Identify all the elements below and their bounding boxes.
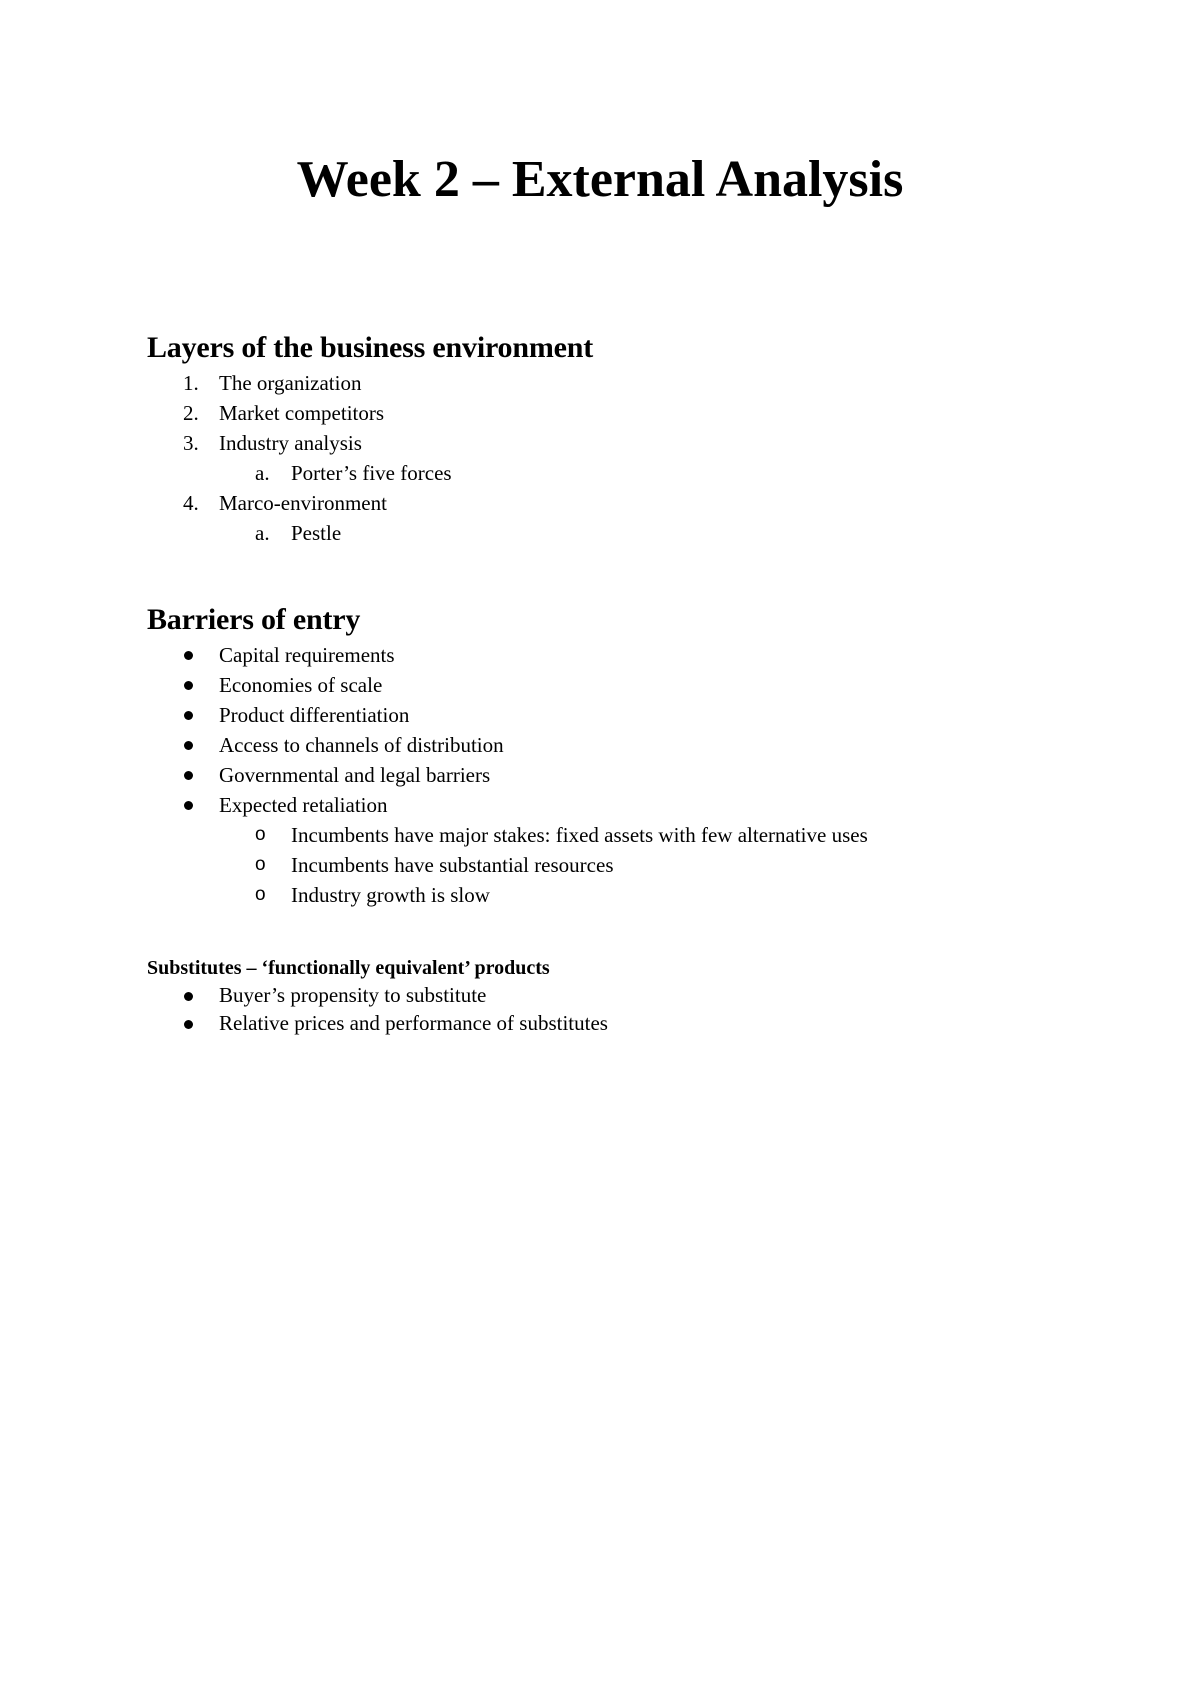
bullet-icon xyxy=(184,1020,193,1029)
section-substitutes xyxy=(147,955,1147,1037)
section-barriers xyxy=(147,602,1147,910)
bullet-icon xyxy=(184,801,193,810)
list-item-text: Porter’s five forces xyxy=(291,461,452,485)
bullet-list-item xyxy=(147,730,1147,760)
section-layers xyxy=(147,330,1147,548)
numbered-list-item xyxy=(147,488,1147,518)
sub-bullet-list-item xyxy=(147,850,1147,880)
bullet-icon xyxy=(184,771,193,780)
numbered-list-item xyxy=(147,368,1147,398)
list-item-text: Industry growth is slow xyxy=(291,883,490,907)
lettered-list-item xyxy=(147,518,1147,548)
bullet-list-item xyxy=(147,670,1147,700)
list-item-text: Pestle xyxy=(291,521,342,545)
list-item-text: Governmental and legal barriers xyxy=(219,763,491,787)
list-letter: a. xyxy=(255,521,270,545)
list-number: 4. xyxy=(183,491,199,515)
list-letter: a. xyxy=(255,461,270,485)
list-item-text: Marco-environment xyxy=(219,491,387,515)
list-item-text: Relative prices and performance of substitutes xyxy=(219,1011,608,1035)
list-number: 2. xyxy=(183,401,199,425)
bullet-list-item xyxy=(147,1009,1147,1037)
bullet-icon xyxy=(184,741,193,750)
bullet-list-item xyxy=(147,981,1147,1009)
section-heading: Substitutes – ‘functionally equivalent’ products xyxy=(147,957,550,979)
circle-bullet-icon: o xyxy=(255,884,266,905)
bullet-icon xyxy=(184,711,193,720)
list-item-text: Buyer’s propensity to substitute xyxy=(219,983,487,1007)
list-item-text: Market competitors xyxy=(219,401,385,425)
circle-bullet-icon: o xyxy=(255,824,266,845)
list-number: 3. xyxy=(183,431,199,455)
list-item-text: Access to channels of distribution xyxy=(219,733,504,757)
bullet-list-item xyxy=(147,700,1147,730)
bullet-icon xyxy=(184,992,193,1001)
page-title: Week 2 – External Analysis xyxy=(296,151,904,208)
list-item-text: Incumbents have major stakes: fixed assets with few alternative uses xyxy=(291,823,868,847)
lettered-list-item xyxy=(147,458,1147,488)
section-heading: Barriers of entry xyxy=(147,603,361,636)
bullet-icon xyxy=(184,651,193,660)
list-item-text: Incumbents have substantial resources xyxy=(291,853,614,877)
sub-bullet-list-item xyxy=(147,880,1147,910)
list-item-text: Expected retaliation xyxy=(219,793,388,817)
section-heading: Layers of the business environment xyxy=(147,331,593,364)
list-item-text: Capital requirements xyxy=(219,643,395,667)
bullet-list-item xyxy=(147,790,1147,820)
list-number: 1. xyxy=(183,371,199,395)
bullet-icon xyxy=(184,681,193,690)
bullet-list-item xyxy=(147,640,1147,670)
circle-bullet-icon: o xyxy=(255,854,266,875)
numbered-list-item xyxy=(147,398,1147,428)
list-item-text: Industry analysis xyxy=(219,431,362,455)
list-item-text: Product differentiation xyxy=(219,703,410,727)
numbered-list-item xyxy=(147,428,1147,458)
sub-bullet-list-item xyxy=(147,820,1147,850)
list-item-text: Economies of scale xyxy=(219,673,383,697)
list-item-text: The organization xyxy=(219,371,362,395)
bullet-list-item xyxy=(147,760,1147,790)
